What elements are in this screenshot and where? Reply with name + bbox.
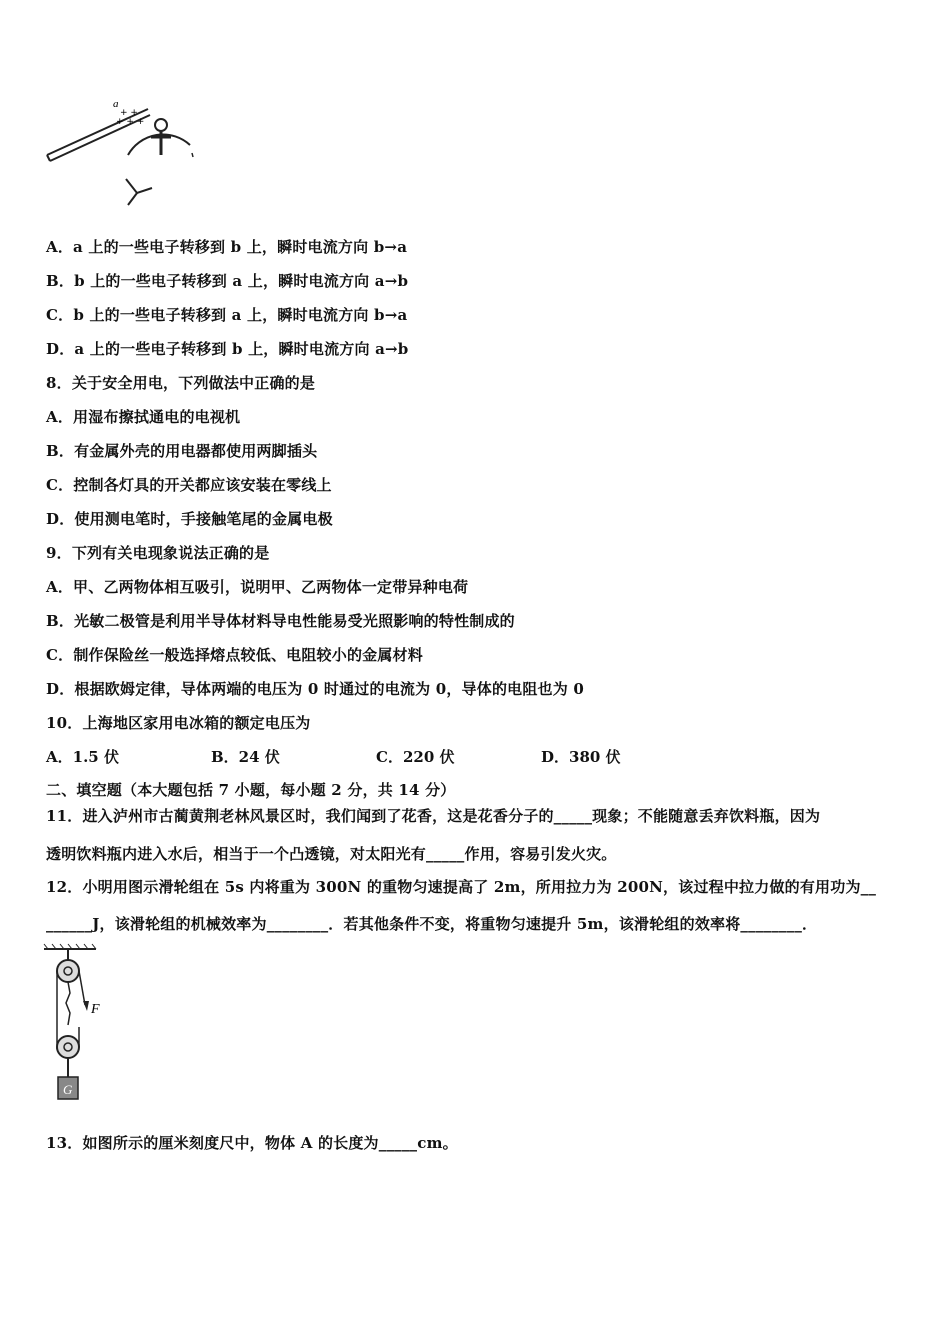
q10-option-d: D．380 伏 (541, 748, 621, 766)
q9-option-b: B．光敏二极管是利用半导体材料导电性能易受光照影响的特性制成的 (46, 612, 515, 630)
q10-option-b: B．24 伏 (211, 748, 280, 766)
q7-option-d: D．a 上的一些电子转移到 b 上，瞬时电流方向 a→b (46, 340, 409, 358)
label-a: a (113, 98, 119, 110)
q10-stem: 10．上海地区家用电冰箱的额定电压为 (46, 714, 311, 732)
q9-option-c: C．制作保险丝一般选择熔点较低、电阻较小的金属材料 (46, 646, 423, 664)
q9-option-d: D．根据欧姆定律，导体两端的电压为 0 时通过的电流为 0，导体的电阻也为 0 (46, 680, 585, 698)
q11-line2: 透明饮料瓶内进入水后，相当于一个凸透镜，对太阳光有_____作用，容易引发火灾。 (46, 845, 617, 863)
q10-options (46, 746, 906, 766)
q7-option-c: C．b 上的一些电子转移到 a 上，瞬时电流方向 b→a (46, 306, 408, 324)
q10-option-c: C．220 伏 (376, 748, 455, 766)
q9-option-a: A．甲、乙两物体相互吸引，说明甲、乙两物体一定带异种电荷 (46, 578, 469, 596)
label-g: G (63, 1082, 73, 1097)
pulley-figure (40, 943, 120, 1103)
q7-option-b: B．b 上的一些电子转移到 a 上，瞬时电流方向 a→b (46, 272, 409, 290)
svg-text:+ +: + + (120, 108, 138, 118)
q11-line1: 11．进入泸州市古蔺黄荆老林风景区时，我们闻到了花香，这是花香分子的_____现象；不能随意丢弃饮料瓶，因为 (46, 807, 821, 825)
q8-option-d: D．使用测电笔时，手接触笔尾的金属电极 (46, 510, 333, 528)
q7-option-a: A．a 上的一些电子转移到 b 上，瞬时电流方向 b→a (46, 238, 408, 256)
label-f: F (91, 1002, 100, 1017)
q12-line2: ______J，该滑轮组的机械效率为________．若其他条件不变，将重物匀速提升 5m，该滑轮组的效率将________． (46, 915, 818, 933)
q9-stem: 9．下列有关电现象说法正确的是 (46, 544, 270, 562)
q8-option-a: A．用湿布擦拭通电的电视机 (46, 408, 241, 426)
electroscope-figure (40, 95, 210, 215)
q12-line1: 12．小明用图示滑轮组在 5s 内将重为 300N 的重物匀速提高了 2m，所用拉力为 200N，该过程中拉力做的有用功为__ (46, 878, 877, 896)
q10-option-a: A．1.5 伏 (46, 748, 119, 766)
section-heading: 二、填空题（本大题包括 7 小题，每小题 2 分，共 14 分） (46, 781, 456, 799)
q8-option-c: C．控制各灯具的开关都应该安装在零线上 (46, 476, 332, 494)
q8-option-b: B．有金属外壳的用电器都使用两脚插头 (46, 442, 318, 460)
q8-stem: 8．关于安全用电，下列做法中正确的是 (46, 374, 316, 392)
svg-text:+ + +: + + + (116, 117, 145, 127)
q13-stem: 13．如图所示的厘米刻度尺中，物体 A 的长度为_____cm。 (46, 1134, 458, 1152)
